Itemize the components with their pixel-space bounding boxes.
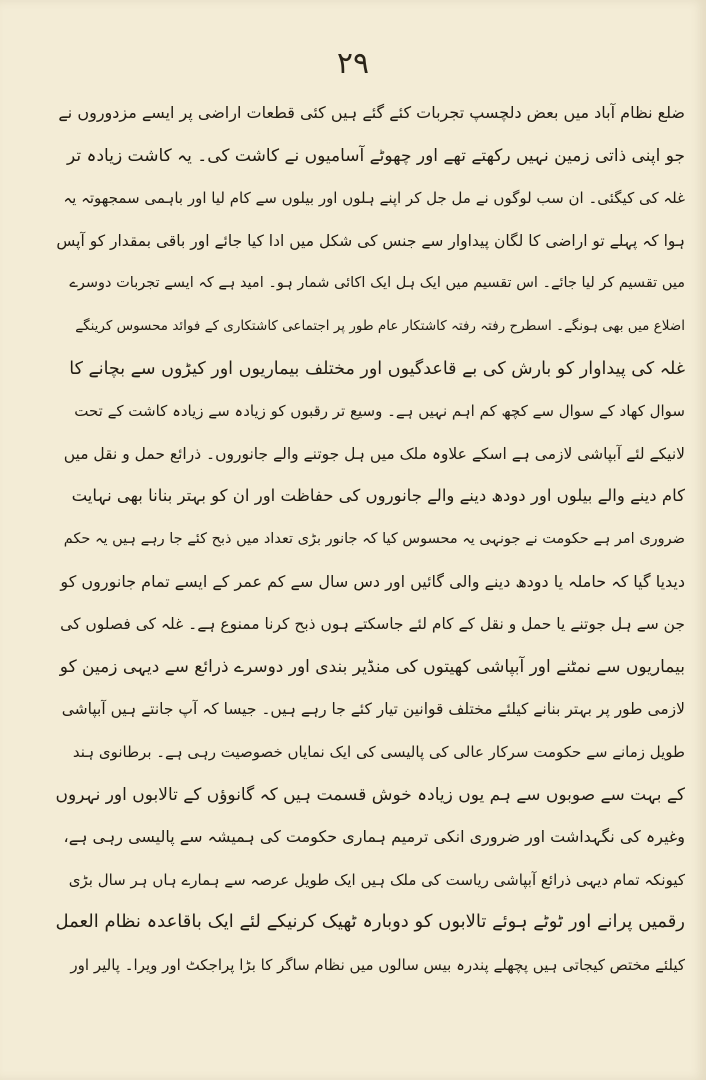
text-line: ضلع نظام آباد میں بعض دلچسپ تجربات کئے گئے ہیں کئی قطعات اراضی پر ایسے مزدوروں نے [58, 103, 685, 122]
text-line: سوال کھاد کے سوال سے کچھ کم اہم نہیں ہے۔ وسیع تر رقبوں کو زیادہ سے زیادہ کاشت کے تحت [74, 402, 685, 421]
text-line: ضروری امر ہے حکومت نے جونہی یہ محسوس کیا کہ جانور بڑی تعداد میں ذبح کئے جا رہے ہیں یہ حکم [63, 530, 685, 547]
text-line: جن سے ہل جوتنے یا حمل و نقل کے کام لئے جاسکتے ہوں ذبح کرنا ممنوع ہے۔ غلہ کی فصلوں کی [60, 615, 685, 634]
text-line: دیدیا گیا کہ حاملہ یا دودھ دینے والی گائیں اور دس سال سے کم عمر کے ایسے تمام جانوروں کو [60, 571, 685, 591]
text-line: جو اپنی ذاتی زمین نہیں رکھتے تھے اور چھوٹے آسامیوں نے کاشت کی۔ یہ کاشت زیادہ تر [66, 145, 685, 166]
text-line: کیونکہ تمام دیہی ذرائع آبپاشی ریاست کی ملک ہیں ایک طویل عرصہ سے ہمارے ہاں ہر سال بڑی [68, 870, 685, 889]
page-number: ۲۹ [336, 46, 370, 81]
text-line: کیلئے مختص کیجاتی ہیں پچھلے پندرہ بیس سالوں میں نظام ساگر کا بڑا پراجکٹ اور ویرا۔ پالیر اور [70, 955, 685, 974]
page-margin [706, 0, 715, 1080]
text-line: وغیرہ کی نگہداشت اور ضروری انکی ترمیم ہماری حکومت کی ہمیشہ سے پالیسی رہی ہے، [63, 827, 685, 847]
text-line: بیماریوں سے نمٹنے اور آبپاشی کھیتوں کی منڈیر بندی اور دوسرے ذرائع سے دیہی زمین کو [59, 656, 685, 677]
text-line: کام دینے والے بیلوں اور دودھ دینے والے جانوروں کی حفاظت اور ان کو بہتر بنانا بھی نہایت [71, 486, 685, 506]
text-line: رقمیں پرانے اور ٹوٹے ہوئے تالابوں کو دوبارہ ٹھیک کرنیکے لئے ایک باقاعدہ نظام العمل [55, 911, 685, 933]
text-line: طویل زمانے سے حکومت سرکار عالی کی پالیسی کی ایک نمایاں خصوصیت رہی ہے۔ برطانوی ہند [72, 742, 685, 761]
text-line: لانیکے لئے آبپاشی لازمی ہے اسکے علاوہ ملک میں ہل جوتنے والے جانوروں۔ ذرائع حمل و نقل میں [63, 444, 685, 463]
text-line: اضلاع میں بھی ہونگے۔ اسطرح رفتہ رفتہ کاشتکار عام طور پر اجتماعی کاشتکاری کے فوائد محسوس کرینگے [75, 317, 685, 334]
text-line: میں تقسیم کر لیا جائے۔ اس تقسیم میں ایک ہل ایک اکائی شمار ہو۔ امید ہے کہ ایسے تجربات دوسرے [69, 275, 685, 292]
text-line: لازمی طور پر بہتر بنانے کیلئے مختلف قوانین تیار کئے جا رہے ہیں۔ جیسا کہ آپ جانتے ہیں آبپاشی [61, 700, 685, 719]
text-line: کے بہت سے صوبوں سے ہم یوں زیادہ خوش قسمت ہیں کہ گانوؤں کے تالابوں اور نہروں [55, 784, 685, 805]
handwritten-urdu-text [55, 92, 685, 986]
text-line: غلہ کی کیگئی۔ ان سب لوگوں نے مل جل کر اپنے ہلوں اور بیلوں سے کام لیا اور باہمی سمجھوتہ یہ [63, 189, 685, 208]
text-line: ہوا کہ پہلے تو اراضی کا لگان پیداوار سے جنس کی شکل میں ادا کیا جائے اور باقی بمقدار کو آپس [56, 231, 685, 250]
text-line: غلہ کی پیداوار کو بارش کی بے قاعدگیوں اور مختلف بیماریوں اور کیڑوں سے بچانے کا [69, 358, 685, 379]
